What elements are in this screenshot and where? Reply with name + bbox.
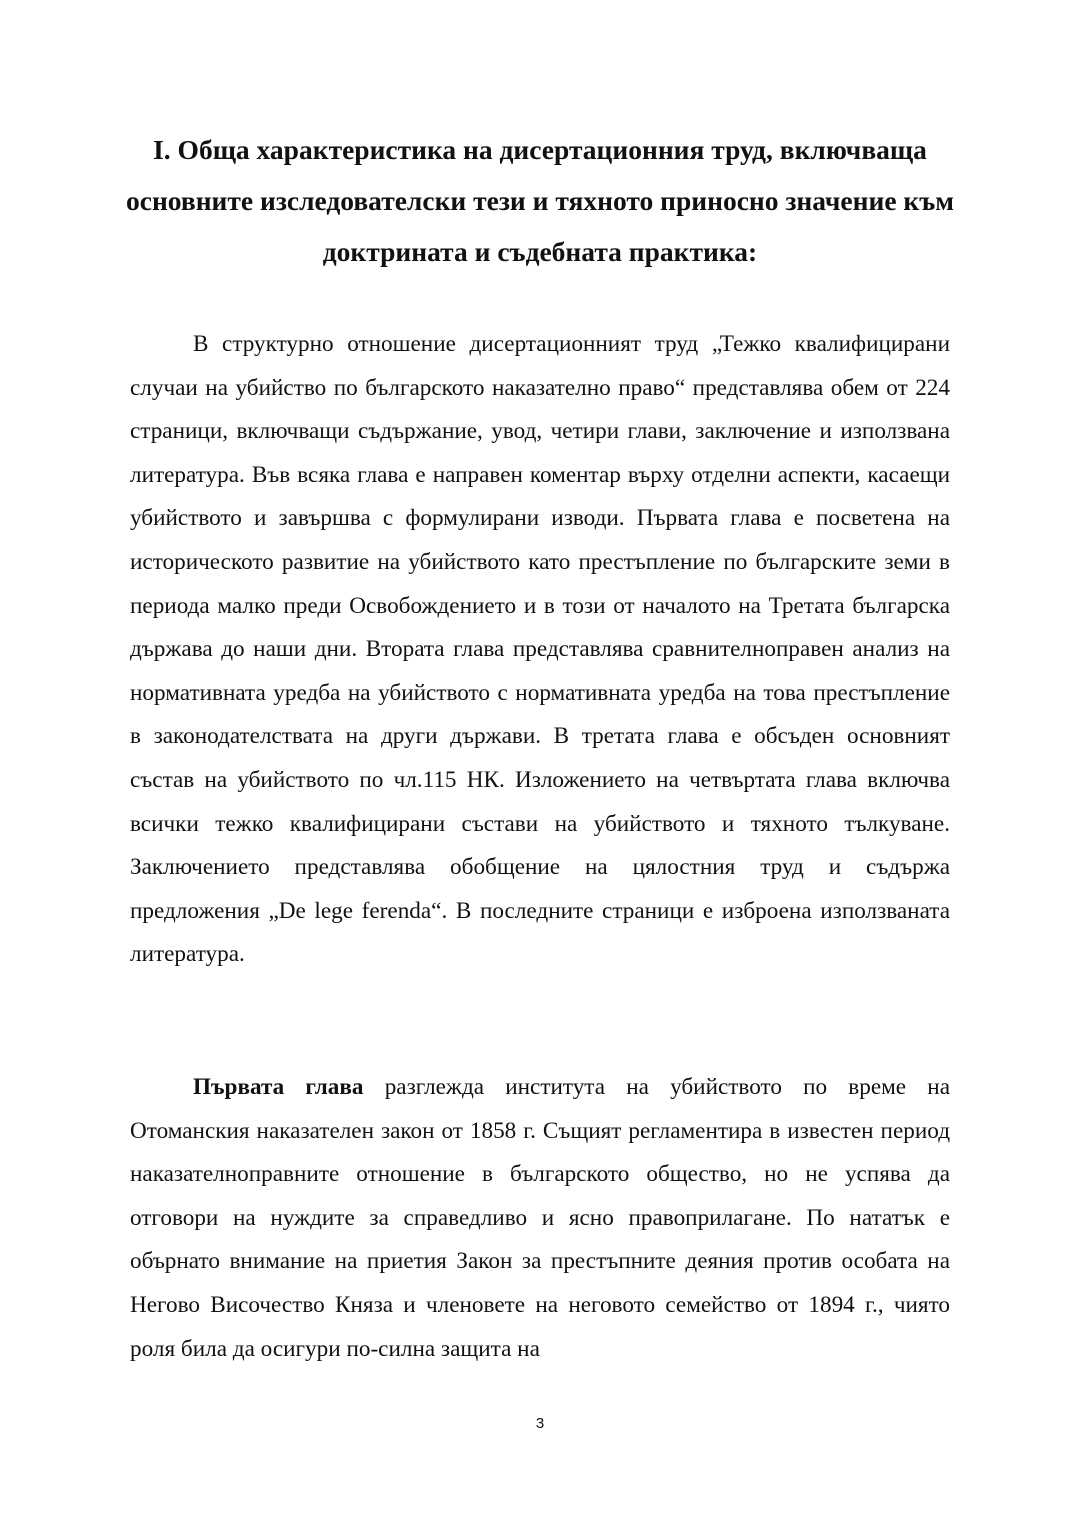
page-number: 3 xyxy=(535,1415,545,1432)
paragraph-body-text: разглежда института на убийството по време на Отоманския наказателен закон от 1858 г. Същият регламентира в известен период наказателноправните отношение в българското общество, но не успява да отговори на нуждите за справедливо и ясно правоприлагане. По нататък е обърнато внимание на приетия Закон за престъпните деяния против особата на Негово Височество Княза и членовете на неговото семейство от 1894 г., чиято роля била да осигури по-силна защита на xyxy=(130,1074,950,1362)
paragraph-structure: В структурно отношение дисертационният труд „Тежко квалифицирани случаи на убийство по българското наказателно право“ представлява обем от 224 страници, включващи съдържание, увод, четири глави, заключение и използвана литература. Във всяка глава е направен коментар върху отделни аспекти, касаещи убийството и завършва с формулирани изводи. Първата глава е посветена на историческото развитие на убийството като престъпление по българските земи в периода малко преди Освобождението и в този от началото на Третата българска държава до наши дни. Втората глава представлява сравнителноправен анализ на нормативната уредба на убийството с нормативната уредба на това престъпление в законодателствата на други държави. В третата глава е обсъден основният състав на убийството по чл.115 НК. Изложението на четвъртата глава включва всички тежко квалифицирани състави на убийството и тяхното тълкуване. Заключението представлява обобщение на цялостния труд и съдържа предложения „De lege ferenda“. В последните страници е изброена използваната литература. xyxy=(130,331,950,968)
paragraph-lead-bold: Първата глава xyxy=(193,1074,364,1100)
section-heading: I. Обща характеристика на дисертационния труд, включваща основните изследователски тези и тяхното приносно значение към доктрината и съдебната практика: xyxy=(125,134,955,267)
paragraph-first-chapter xyxy=(130,1066,950,1371)
